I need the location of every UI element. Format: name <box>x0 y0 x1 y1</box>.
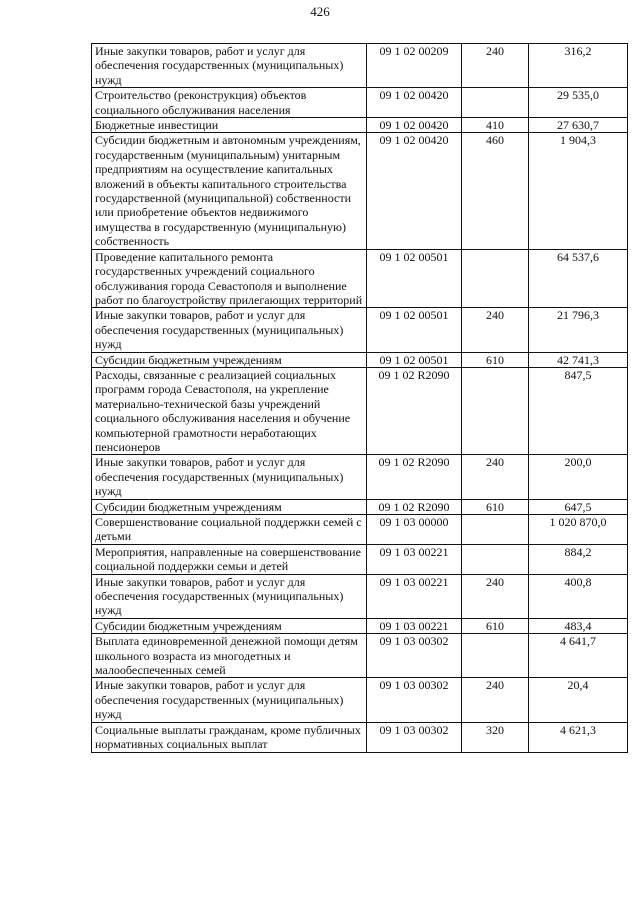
row-code: 09 1 02 00501 <box>367 308 462 352</box>
table-row <box>92 118 628 133</box>
row-name: Расходы, связанные с реализацией социальных программ города Севастополя, на укрепление материально-технической базы учреждений социального обслуживания населения и обучение компьютерной грамотности неработающих пенсионеров <box>92 367 367 454</box>
row-sum: 884,2 <box>529 544 628 574</box>
row-sum: 20,4 <box>529 678 628 722</box>
row-code: 09 1 03 00221 <box>367 618 462 633</box>
row-type <box>462 249 529 308</box>
row-name: Мероприятия, направленные на совершенствование социальной поддержки семьи и детей <box>92 544 367 574</box>
row-name: Субсидии бюджетным и автономным учреждениям, государственным (муниципальным) унитарным предприятиям на осуществление капитальных вложений в объекты капитального строительства государственной (муниципальной) собственности или приобретение объектов недвижимого имущества в государственную (муниципальную) собственность <box>92 133 367 249</box>
row-sum: 316,2 <box>529 44 628 88</box>
row-code: 09 1 02 00420 <box>367 88 462 118</box>
row-code: 09 1 02 R2090 <box>367 367 462 454</box>
budget-table <box>91 43 628 753</box>
table-row <box>92 352 628 367</box>
row-name: Субсидии бюджетным учреждениям <box>92 352 367 367</box>
row-sum: 64 537,6 <box>529 249 628 308</box>
table-row <box>92 249 628 308</box>
row-type: 240 <box>462 308 529 352</box>
row-sum: 483,4 <box>529 618 628 633</box>
row-type: 240 <box>462 678 529 722</box>
row-sum: 647,5 <box>529 499 628 514</box>
row-code: 09 1 02 00501 <box>367 352 462 367</box>
row-type: 610 <box>462 352 529 367</box>
row-code: 09 1 02 R2090 <box>367 499 462 514</box>
row-sum: 27 630,7 <box>529 118 628 133</box>
row-sum: 200,0 <box>529 455 628 499</box>
row-sum: 4 621,3 <box>529 722 628 752</box>
row-sum: 1 904,3 <box>529 133 628 249</box>
table-row <box>92 618 628 633</box>
row-sum: 29 535,0 <box>529 88 628 118</box>
row-code: 09 1 02 00420 <box>367 118 462 133</box>
row-type <box>462 88 529 118</box>
row-type: 410 <box>462 118 529 133</box>
table-row <box>92 515 628 545</box>
table-row <box>92 455 628 499</box>
row-name: Строительство (реконструкция) объектов социального обслуживания населения <box>92 88 367 118</box>
row-code: 09 1 02 00209 <box>367 44 462 88</box>
row-name: Субсидии бюджетным учреждениям <box>92 618 367 633</box>
row-name: Иные закупки товаров, работ и услуг для обеспечения государственных (муниципальных) нужд <box>92 308 367 352</box>
row-sum: 847,5 <box>529 367 628 454</box>
row-type <box>462 367 529 454</box>
row-sum: 400,8 <box>529 574 628 618</box>
page-number: 426 <box>310 4 330 19</box>
table-row <box>92 544 628 574</box>
row-type <box>462 515 529 545</box>
row-name: Субсидии бюджетным учреждениям <box>92 499 367 514</box>
table-row <box>92 88 628 118</box>
table-row <box>92 308 628 352</box>
row-name: Иные закупки товаров, работ и услуг для обеспечения государственных (муниципальных) нужд <box>92 44 367 88</box>
row-code: 09 1 02 00501 <box>367 249 462 308</box>
row-type: 460 <box>462 133 529 249</box>
row-code: 09 1 03 00221 <box>367 544 462 574</box>
row-code: 09 1 02 R2090 <box>367 455 462 499</box>
row-sum: 21 796,3 <box>529 308 628 352</box>
row-name: Совершенствование социальной поддержки семей с детьми <box>92 515 367 545</box>
row-name: Бюджетные инвестиции <box>92 118 367 133</box>
row-sum: 42 741,3 <box>529 352 628 367</box>
row-name: Социальные выплаты гражданам, кроме публичных нормативных социальных выплат <box>92 722 367 752</box>
row-name: Проведение капитального ремонта государственных учреждений социального обслуживания города Севастополя и выполнение работ по благоустройству прилегающих территорий <box>92 249 367 308</box>
row-code: 09 1 03 00221 <box>367 574 462 618</box>
table-row <box>92 499 628 514</box>
row-code: 09 1 02 00420 <box>367 133 462 249</box>
row-type: 240 <box>462 44 529 88</box>
row-code: 09 1 03 00000 <box>367 515 462 545</box>
row-sum: 4 641,7 <box>529 634 628 678</box>
row-type: 320 <box>462 722 529 752</box>
row-name: Иные закупки товаров, работ и услуг для обеспечения государственных (муниципальных) нужд <box>92 455 367 499</box>
row-name: Выплата единовременной денежной помощи детям школьного возраста из многодетных и малообеспеченных семей <box>92 634 367 678</box>
table-row <box>92 678 628 722</box>
table-row <box>92 367 628 454</box>
row-type: 240 <box>462 574 529 618</box>
row-type: 610 <box>462 499 529 514</box>
table-row <box>92 133 628 249</box>
table-row <box>92 722 628 752</box>
row-type: 610 <box>462 618 529 633</box>
row-sum: 1 020 870,0 <box>529 515 628 545</box>
row-type <box>462 634 529 678</box>
table-row <box>92 44 628 88</box>
row-code: 09 1 03 00302 <box>367 722 462 752</box>
row-name: Иные закупки товаров, работ и услуг для обеспечения государственных (муниципальных) нужд <box>92 678 367 722</box>
row-type: 240 <box>462 455 529 499</box>
row-type <box>462 544 529 574</box>
row-code: 09 1 03 00302 <box>367 678 462 722</box>
row-code: 09 1 03 00302 <box>367 634 462 678</box>
budget-table-body <box>92 44 628 753</box>
row-name: Иные закупки товаров, работ и услуг для обеспечения государственных (муниципальных) нужд <box>92 574 367 618</box>
table-row <box>92 634 628 678</box>
table-row <box>92 574 628 618</box>
